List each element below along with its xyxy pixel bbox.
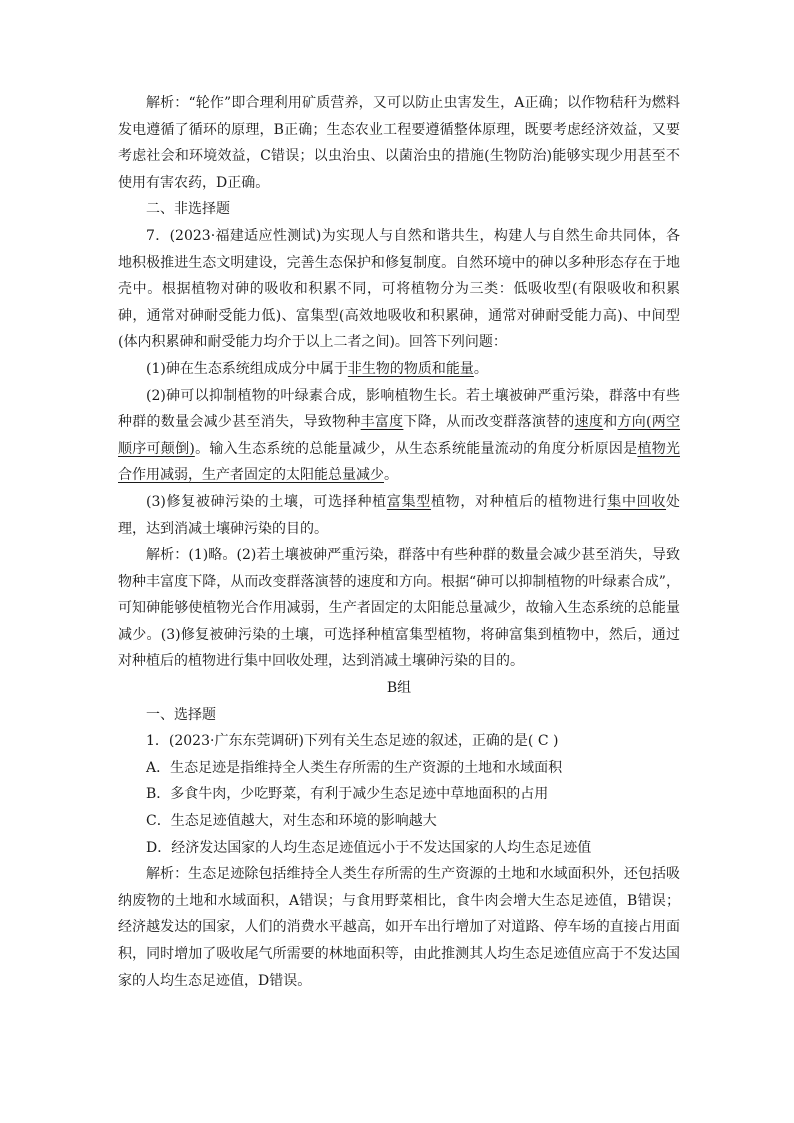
option-b: B．多食牛肉，少吃野菜，有利于减少生态足迹中草地面积的占用 bbox=[146, 786, 549, 803]
question-7-part-1 bbox=[118, 356, 680, 383]
option-c: C．生态足迹值越大，对生态和环境的影响越大 bbox=[146, 813, 437, 830]
text-span: 。 bbox=[384, 467, 398, 484]
option-a: A．生态足迹是指维持全人类生存所需的生产资源的土地和水域面积 bbox=[146, 759, 563, 776]
section-b-title: B组 bbox=[386, 680, 412, 697]
question-7-part-2 bbox=[118, 383, 680, 489]
text-span: 植物，对种植后的植物进行 bbox=[430, 493, 608, 510]
question-7-stem: 7．(2023·福建适应性测试)为实现人与自然和谐共生，构建人与自然生命共同体，各地积极推进生态文明建设，完善生态保护和修复制度。自然环境中的砷以多种形态存在于地壳中。根据植物对砷的吸收和积累不同，可将植物分为三类：低吸收型(有限吸收和积累砷，通常对砷耐受能力低)、富集型(高效地吸收和积累砷，通常对砷耐受能力高)、中间型(体内积累砷和耐受能力均介于以上二者之间)。回答下列问题： bbox=[118, 227, 680, 351]
question-7-part-3 bbox=[118, 489, 680, 542]
answer-blank: 集中回收 bbox=[607, 493, 667, 510]
answer-blank: 植物光合作用减弱，生产者固定的太阳能总量减少 bbox=[118, 440, 680, 484]
answer-blank: 方向(两空顺序可颠倒) bbox=[118, 414, 681, 457]
analysis-q6: 解析：“轮作”即合理利用矿质营养，又可以防止虫害发生，A正确；以作物秸秆为燃料发电遵循了循环的原理，B正确；生态农业工程要遵循整体原理，既要考虑经济效益，又要考虑社会和环境效益，C错误；以虫治虫、以菌治虫的措施(生物防治)能够实现少用甚至不使用有害农药，D正确。 bbox=[118, 95, 680, 191]
analysis-q1: 解析：生态足迹除包括维持全人类生存所需的生产资源的土地和水域面积外，还包括吸纳废物的土地和水域面积，A错误；与食用野菜相比，食牛肉会增大生态足迹值，B错误；经济越发达的国家，人们的消费水平越高，如开车出行增加了对道路、停车场的直接占用面积，同时增加了吸收尾气所需要的林地面积等，由此推测其人均生态足迹值应高于不发达国家的人均生态足迹值，D错误。 bbox=[118, 866, 680, 989]
answer-blank: 丰富度 bbox=[360, 414, 404, 431]
heading-choice: 一、选择题 bbox=[146, 706, 216, 723]
question-1-stem: 1．(2023·广东东莞调研)下列有关生态足迹的叙述，正确的是( C ) bbox=[146, 733, 559, 750]
text-span: (1)砷在生态系统组成成分中属于 bbox=[146, 360, 348, 377]
analysis-q7: 解析：(1)略。(2)若土壤被砷严重污染，群落中有些种群的数量会减少甚至消失，导致物种丰富度下降，从而改变群落演替的速度和方向。根据“砷可以抑制植物的叶绿素合成”，可知砷能够使植物光合作用减弱，生产者固定的太阳能总量减少，故输入生态系统的总能量减少。(3)修复被砷污染的土壤，可选择种植富集型植物，将砷富集到植物中，然后，通过对种植后的植物进行集中回收处理，达到消减土壤砷污染的目的。 bbox=[118, 547, 680, 670]
text-span: (2)砷可以抑制植物的叶绿素合成，影响植物生长。若土壤被砷严重污染，群落中有些种群的数量会减少甚至消失，导致物种 bbox=[118, 387, 680, 431]
text-span: 。 bbox=[473, 360, 488, 377]
document-page bbox=[118, 90, 680, 994]
text-span: 下降，从而改变群落演替的 bbox=[403, 414, 575, 431]
option-d: D．经济发达国家的人均生态足迹值远小于不发达国家的人均生态足迹值 bbox=[146, 839, 592, 856]
text-span: 和 bbox=[603, 414, 618, 431]
answer-blank: 富集型 bbox=[386, 493, 431, 510]
text-span: 处理，达到消减土壤砷污染的目的。 bbox=[118, 493, 681, 537]
heading-non-choice: 二、非选择题 bbox=[146, 201, 230, 218]
answer-blank: 速度 bbox=[574, 414, 604, 431]
text-span: 。输入生态系统的总能量减少，从生态系统能量流动的角度分析原因是 bbox=[194, 440, 638, 457]
text-span: (3)修复被砷污染的土壤，可选择种植 bbox=[146, 493, 387, 510]
answer-blank: 非生物的物质和能量 bbox=[347, 360, 474, 377]
